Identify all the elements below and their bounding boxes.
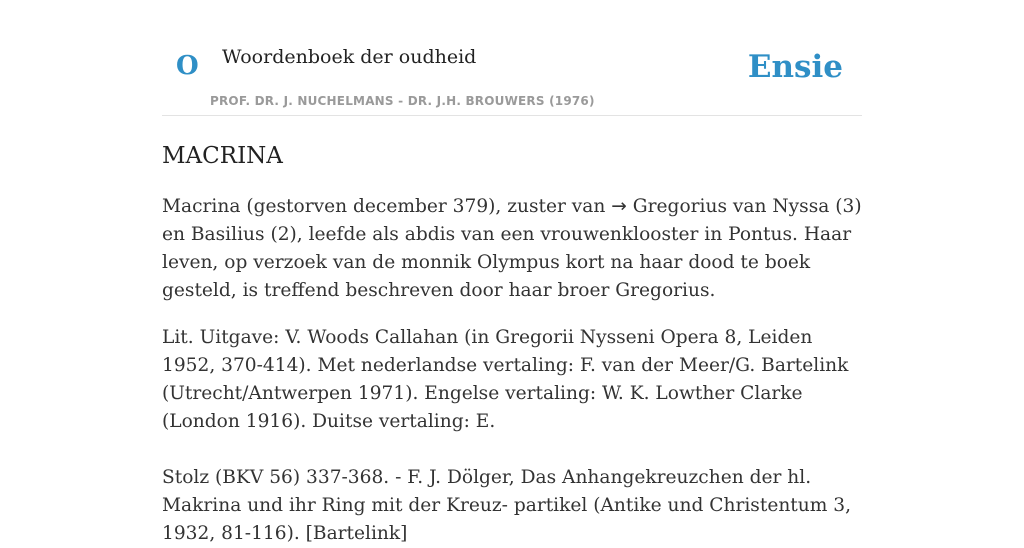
entry-paragraph-2: Lit. Uitgave: V. Woods Callahan (in Gregorii Nysseni Opera 8, Leiden 1952, 370-414). Met nederlandse vertaling: F. van der Meer/G. Bartelink (Utrecht/Antwerpen 1971). Engelse vertaling: W. K. Lowther Clarke (London 1916). Duitse vertaling: E.	[162, 326, 849, 432]
entry-paragraph-1	[162, 193, 862, 305]
ensie-logo[interactable]: Ensie	[747, 49, 843, 85]
entry-paragraph-3: Stolz (BKV 56) 337-368. - F. J. Dölger, Das Anhangekreuzchen der hl. Makrina und ihr Ring mit der Kreuz- partikel (Antike und Christentum 3, 1932, 81-116). [Bartelink]	[162, 466, 852, 544]
index-letter[interactable]: O	[176, 51, 199, 81]
page	[162, 0, 862, 544]
entry-paragraph-1-text-a: Macrina (gestorven december 379), zuster van	[162, 195, 612, 217]
dictionary-authors: PROF. DR. J. NUCHELMANS - DR. J.H. BROUWERS (1976)	[210, 94, 595, 108]
header	[162, 0, 862, 116]
cross-reference-arrow-icon[interactable]: →	[611, 195, 627, 217]
dictionary-title[interactable]: Woordenboek der oudheid	[222, 46, 477, 68]
entry-paragraph-1-text-b: Gregorius van Nyssa (3) en Basilius (2), leefde als abdis van een vrouwenklooster in Pontus. Haar leven, op verzoek van de monnik Olympus kort na haar dood te boek gesteld, is treffend beschreven door haar broer Gregorius.	[162, 195, 862, 301]
entry-title: MACRINA	[162, 143, 283, 169]
